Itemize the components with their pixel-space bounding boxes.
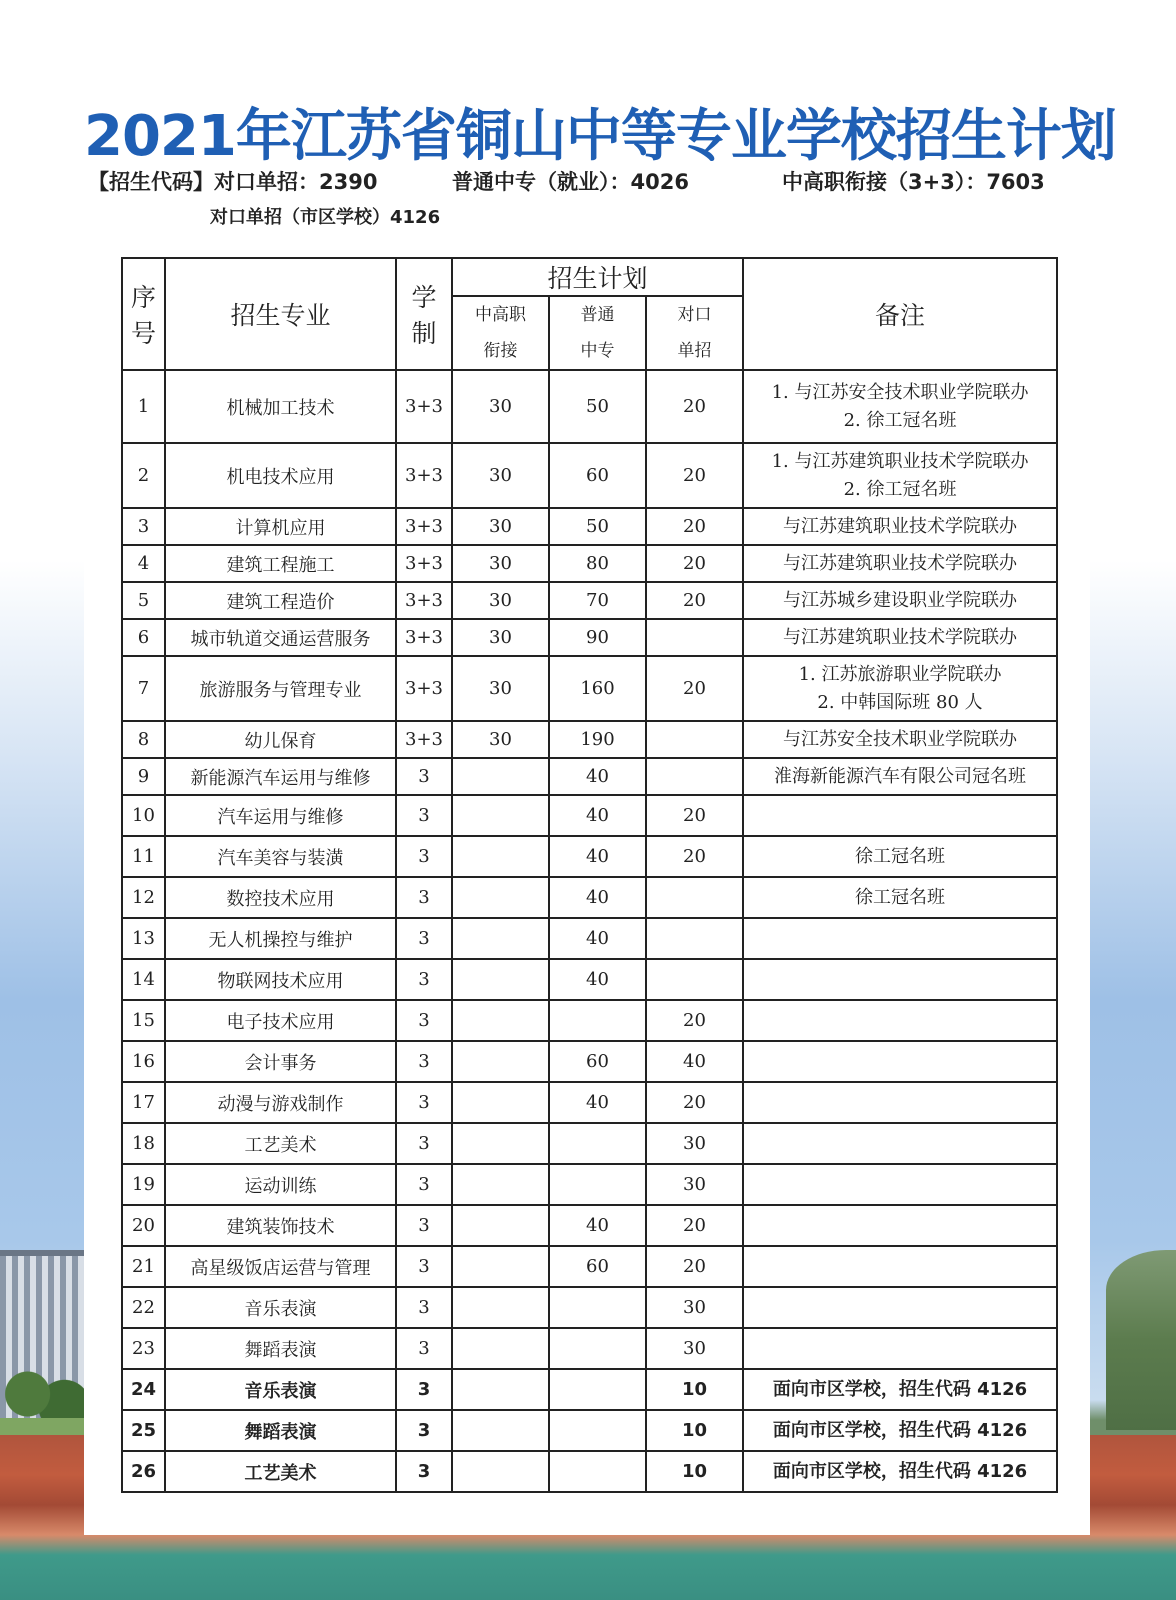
cell-remark <box>743 1369 1057 1410</box>
cell-major: 运动训练 <box>165 1164 396 1205</box>
table-row <box>122 370 1057 443</box>
cell-major: 电子技术应用 <box>165 1000 396 1041</box>
cell-ptzz: 50 <box>549 508 646 545</box>
cell-index: 22 <box>122 1287 165 1328</box>
cell-index: 16 <box>122 1041 165 1082</box>
cell-major: 计算机应用 <box>165 508 396 545</box>
cell-ptzz: 40 <box>549 1082 646 1123</box>
remark-line: 2. 中韩国际班 80 人 <box>817 691 983 713</box>
cell-major: 工艺美术 <box>165 1451 396 1492</box>
cell-major: 工艺美术 <box>165 1123 396 1164</box>
cell-major: 舞蹈表演 <box>165 1410 396 1451</box>
cell-ptzz <box>549 1123 646 1164</box>
cell-index: 5 <box>122 582 165 619</box>
table-row <box>122 582 1057 619</box>
cell-major: 建筑装饰技术 <box>165 1205 396 1246</box>
cell-major: 建筑工程施工 <box>165 545 396 582</box>
table-row <box>122 721 1057 758</box>
cell-zgz: 30 <box>452 619 549 656</box>
cell-dkdz: 40 <box>646 1041 743 1082</box>
cell-major: 物联网技术应用 <box>165 959 396 1000</box>
cell-index: 12 <box>122 877 165 918</box>
table-row <box>122 1164 1057 1205</box>
cell-zgz: 30 <box>452 370 549 443</box>
code-urban-schools: 对口单招（市区学校）4126 <box>210 207 441 228</box>
remark-line: 面向市区学校，招生代码 4126 <box>772 1419 1028 1441</box>
cell-remark <box>743 959 1057 1000</box>
code-vocational-3plus3: 中高职衔接（3+3）：7603 <box>782 170 1045 194</box>
cell-dkdz <box>646 877 743 918</box>
cell-remark <box>743 1246 1057 1287</box>
table-row <box>122 918 1057 959</box>
cell-major: 舞蹈表演 <box>165 1328 396 1369</box>
cell-ptzz: 90 <box>549 619 646 656</box>
cell-zgz <box>452 918 549 959</box>
cell-remark <box>743 877 1057 918</box>
cell-years: 3 <box>396 1164 452 1205</box>
remark-line: 1. 与江苏安全技术职业学院联办 <box>771 381 1029 403</box>
cell-index: 6 <box>122 619 165 656</box>
cell-years: 3 <box>396 1410 452 1451</box>
cell-zgz <box>452 1328 549 1369</box>
header-dkdz: 对口 单招 <box>646 296 743 370</box>
cell-years: 3 <box>396 1000 452 1041</box>
cell-years: 3 <box>396 918 452 959</box>
cell-ptzz <box>549 1451 646 1492</box>
cell-zgz <box>452 1451 549 1492</box>
cell-remark <box>743 795 1057 836</box>
cell-remark <box>743 1000 1057 1041</box>
remark-line: 2. 徐工冠名班 <box>843 478 957 500</box>
cell-years: 3 <box>396 1328 452 1369</box>
table-row <box>122 1287 1057 1328</box>
cell-index: 24 <box>122 1369 165 1410</box>
table-row <box>122 619 1057 656</box>
header-plan: 招生计划 <box>452 258 743 296</box>
table-row <box>122 508 1057 545</box>
cell-remark <box>743 1041 1057 1082</box>
cell-ptzz: 160 <box>549 656 646 721</box>
cell-dkdz: 20 <box>646 443 743 508</box>
cell-zgz: 30 <box>452 508 549 545</box>
cell-major: 音乐表演 <box>165 1369 396 1410</box>
cell-dkdz: 20 <box>646 545 743 582</box>
cell-ptzz: 40 <box>549 836 646 877</box>
cell-index: 25 <box>122 1410 165 1451</box>
code-counterpart-exam: 【招生代码】对口单招：2390 <box>88 170 378 194</box>
cell-zgz <box>452 1205 549 1246</box>
cell-dkdz <box>646 918 743 959</box>
remark-line: 徐工冠名班 <box>855 845 946 867</box>
cell-remark <box>743 619 1057 656</box>
cell-dkdz: 20 <box>646 508 743 545</box>
cell-remark <box>743 582 1057 619</box>
header-ptzz: 普通 中专 <box>549 296 646 370</box>
table-row <box>122 836 1057 877</box>
table-row <box>122 1451 1057 1492</box>
cell-years: 3 <box>396 877 452 918</box>
cell-ptzz: 40 <box>549 918 646 959</box>
cell-zgz <box>452 1041 549 1082</box>
cell-index: 11 <box>122 836 165 877</box>
header-index: 序 号 <box>122 258 165 370</box>
cell-dkdz: 20 <box>646 836 743 877</box>
header-major: 招生专业 <box>165 258 396 370</box>
cell-ptzz: 80 <box>549 545 646 582</box>
cell-remark <box>743 918 1057 959</box>
cell-ptzz: 40 <box>549 1205 646 1246</box>
cell-dkdz: 20 <box>646 795 743 836</box>
cell-major: 机电技术应用 <box>165 443 396 508</box>
cell-dkdz: 10 <box>646 1369 743 1410</box>
cell-years: 3+3 <box>396 721 452 758</box>
cell-dkdz: 20 <box>646 1246 743 1287</box>
remark-line: 2. 徐工冠名班 <box>843 409 957 431</box>
cell-years: 3 <box>396 1205 452 1246</box>
header-remark: 备注 <box>743 258 1057 370</box>
cell-remark <box>743 1287 1057 1328</box>
cell-ptzz: 70 <box>549 582 646 619</box>
cell-remark <box>743 1328 1057 1369</box>
remark-line: 与江苏安全技术职业学院联办 <box>783 728 1018 750</box>
cell-index: 21 <box>122 1246 165 1287</box>
table-row <box>122 1000 1057 1041</box>
table-row <box>122 1369 1057 1410</box>
header-zgz: 中高职 衔接 <box>452 296 549 370</box>
cell-dkdz: 20 <box>646 370 743 443</box>
cell-major: 旅游服务与管理专业 <box>165 656 396 721</box>
cell-major: 动漫与游戏制作 <box>165 1082 396 1123</box>
table-row <box>122 1246 1057 1287</box>
cell-remark <box>743 1410 1057 1451</box>
cell-years: 3 <box>396 959 452 1000</box>
cell-remark <box>743 1451 1057 1492</box>
cell-dkdz: 20 <box>646 656 743 721</box>
cell-years: 3+3 <box>396 545 452 582</box>
cell-years: 3 <box>396 1123 452 1164</box>
cell-index: 4 <box>122 545 165 582</box>
cell-major: 无人机操控与维护 <box>165 918 396 959</box>
cell-ptzz: 40 <box>549 959 646 1000</box>
table-row <box>122 1328 1057 1369</box>
cell-ptzz <box>549 1000 646 1041</box>
remark-line: 1. 与江苏建筑职业技术学院联办 <box>771 450 1029 472</box>
table-row <box>122 758 1057 795</box>
table-row <box>122 443 1057 508</box>
cell-zgz <box>452 758 549 795</box>
cell-major: 高星级饭店运营与管理 <box>165 1246 396 1287</box>
cell-index: 13 <box>122 918 165 959</box>
cell-ptzz: 60 <box>549 1041 646 1082</box>
remark-line: 面向市区学校，招生代码 4126 <box>772 1378 1028 1400</box>
cell-remark <box>743 721 1057 758</box>
cell-years: 3 <box>396 1041 452 1082</box>
cell-major: 数控技术应用 <box>165 877 396 918</box>
background-hill <box>1106 1250 1176 1430</box>
enrollment-plan-table <box>121 257 1058 1493</box>
cell-zgz <box>452 1123 549 1164</box>
table-row <box>122 1123 1057 1164</box>
cell-years: 3+3 <box>396 582 452 619</box>
cell-dkdz: 30 <box>646 1328 743 1369</box>
cell-dkdz: 20 <box>646 1000 743 1041</box>
cell-index: 8 <box>122 721 165 758</box>
cell-dkdz: 30 <box>646 1123 743 1164</box>
cell-remark <box>743 545 1057 582</box>
cell-ptzz <box>549 1287 646 1328</box>
cell-index: 10 <box>122 795 165 836</box>
cell-dkdz: 10 <box>646 1451 743 1492</box>
table-row <box>122 545 1057 582</box>
cell-index: 18 <box>122 1123 165 1164</box>
cell-years: 3 <box>396 758 452 795</box>
table-row <box>122 1410 1057 1451</box>
cell-years: 3 <box>396 1246 452 1287</box>
cell-ptzz: 40 <box>549 758 646 795</box>
cell-years: 3 <box>396 1287 452 1328</box>
remark-line: 与江苏建筑职业技术学院联办 <box>783 552 1018 574</box>
cell-index: 1 <box>122 370 165 443</box>
cell-major: 机械加工技术 <box>165 370 396 443</box>
cell-ptzz: 40 <box>549 795 646 836</box>
cell-ptzz <box>549 1410 646 1451</box>
cell-remark <box>743 1123 1057 1164</box>
cell-zgz: 30 <box>452 582 549 619</box>
code-general-secondary: 普通中专（就业）：4026 <box>452 170 689 194</box>
table-row <box>122 1041 1057 1082</box>
cell-zgz <box>452 1410 549 1451</box>
remark-line: 面向市区学校，招生代码 4126 <box>772 1460 1028 1482</box>
cell-index: 17 <box>122 1082 165 1123</box>
cell-ptzz <box>549 1369 646 1410</box>
cell-zgz <box>452 1369 549 1410</box>
cell-index: 23 <box>122 1328 165 1369</box>
cell-major: 会计事务 <box>165 1041 396 1082</box>
cell-dkdz <box>646 721 743 758</box>
cell-index: 19 <box>122 1164 165 1205</box>
cell-years: 3 <box>396 1451 452 1492</box>
table-row <box>122 1205 1057 1246</box>
cell-ptzz: 50 <box>549 370 646 443</box>
cell-dkdz <box>646 758 743 795</box>
cell-years: 3+3 <box>396 656 452 721</box>
cell-zgz: 30 <box>452 721 549 758</box>
cell-years: 3+3 <box>396 370 452 443</box>
cell-zgz: 30 <box>452 656 549 721</box>
remark-line: 与江苏建筑职业技术学院联办 <box>783 626 1018 648</box>
cell-remark <box>743 656 1057 721</box>
cell-remark <box>743 758 1057 795</box>
cell-ptzz: 190 <box>549 721 646 758</box>
cell-years: 3 <box>396 1082 452 1123</box>
cell-remark <box>743 1082 1057 1123</box>
cell-zgz <box>452 1164 549 1205</box>
cell-zgz <box>452 1000 549 1041</box>
cell-remark <box>743 508 1057 545</box>
cell-zgz <box>452 1082 549 1123</box>
table-row <box>122 959 1057 1000</box>
cell-dkdz: 10 <box>646 1410 743 1451</box>
cell-major: 汽车运用与维修 <box>165 795 396 836</box>
cell-index: 9 <box>122 758 165 795</box>
cell-years: 3 <box>396 1369 452 1410</box>
cell-index: 2 <box>122 443 165 508</box>
table-body <box>122 370 1057 1492</box>
cell-dkdz: 20 <box>646 582 743 619</box>
cell-index: 14 <box>122 959 165 1000</box>
table-row <box>122 1082 1057 1123</box>
cell-index: 7 <box>122 656 165 721</box>
cell-zgz: 30 <box>452 545 549 582</box>
cell-years: 3+3 <box>396 508 452 545</box>
cell-years: 3 <box>396 795 452 836</box>
cell-ptzz: 60 <box>549 1246 646 1287</box>
header-years: 学 制 <box>396 258 452 370</box>
cell-dkdz <box>646 619 743 656</box>
cell-dkdz: 30 <box>646 1164 743 1205</box>
cell-index: 20 <box>122 1205 165 1246</box>
cell-remark <box>743 1164 1057 1205</box>
remark-line: 淮海新能源汽车有限公司冠名班 <box>774 765 1027 787</box>
page-title: 2021年江苏省铜山中等专业学校招生计划 <box>84 104 1116 169</box>
cell-ptzz: 40 <box>549 877 646 918</box>
cell-major: 音乐表演 <box>165 1287 396 1328</box>
cell-major: 新能源汽车运用与维修 <box>165 758 396 795</box>
cell-zgz <box>452 795 549 836</box>
cell-remark <box>743 836 1057 877</box>
table-row <box>122 795 1057 836</box>
cell-zgz: 30 <box>452 443 549 508</box>
cell-dkdz: 20 <box>646 1082 743 1123</box>
cell-zgz <box>452 1287 549 1328</box>
cell-remark <box>743 370 1057 443</box>
cell-years: 3+3 <box>396 619 452 656</box>
cell-ptzz <box>549 1328 646 1369</box>
table-row <box>122 877 1057 918</box>
cell-remark <box>743 443 1057 508</box>
cell-zgz <box>452 877 549 918</box>
cell-major: 幼儿保育 <box>165 721 396 758</box>
cell-ptzz <box>549 1164 646 1205</box>
cell-dkdz: 30 <box>646 1287 743 1328</box>
cell-zgz <box>452 836 549 877</box>
cell-index: 3 <box>122 508 165 545</box>
remark-line: 徐工冠名班 <box>855 886 946 908</box>
cell-zgz <box>452 959 549 1000</box>
cell-remark <box>743 1205 1057 1246</box>
cell-major: 城市轨道交通运营服务 <box>165 619 396 656</box>
cell-ptzz: 60 <box>549 443 646 508</box>
cell-dkdz: 20 <box>646 1205 743 1246</box>
cell-major: 汽车美容与装潢 <box>165 836 396 877</box>
cell-dkdz <box>646 959 743 1000</box>
remark-line: 1. 江苏旅游职业学院联办 <box>798 663 1002 685</box>
cell-index: 26 <box>122 1451 165 1492</box>
cell-index: 15 <box>122 1000 165 1041</box>
remark-line: 与江苏城乡建设职业学院联办 <box>783 589 1018 611</box>
cell-years: 3+3 <box>396 443 452 508</box>
cell-years: 3 <box>396 836 452 877</box>
cell-major: 建筑工程造价 <box>165 582 396 619</box>
remark-line: 与江苏建筑职业技术学院联办 <box>783 515 1018 537</box>
cell-zgz <box>452 1246 549 1287</box>
table-row <box>122 656 1057 721</box>
